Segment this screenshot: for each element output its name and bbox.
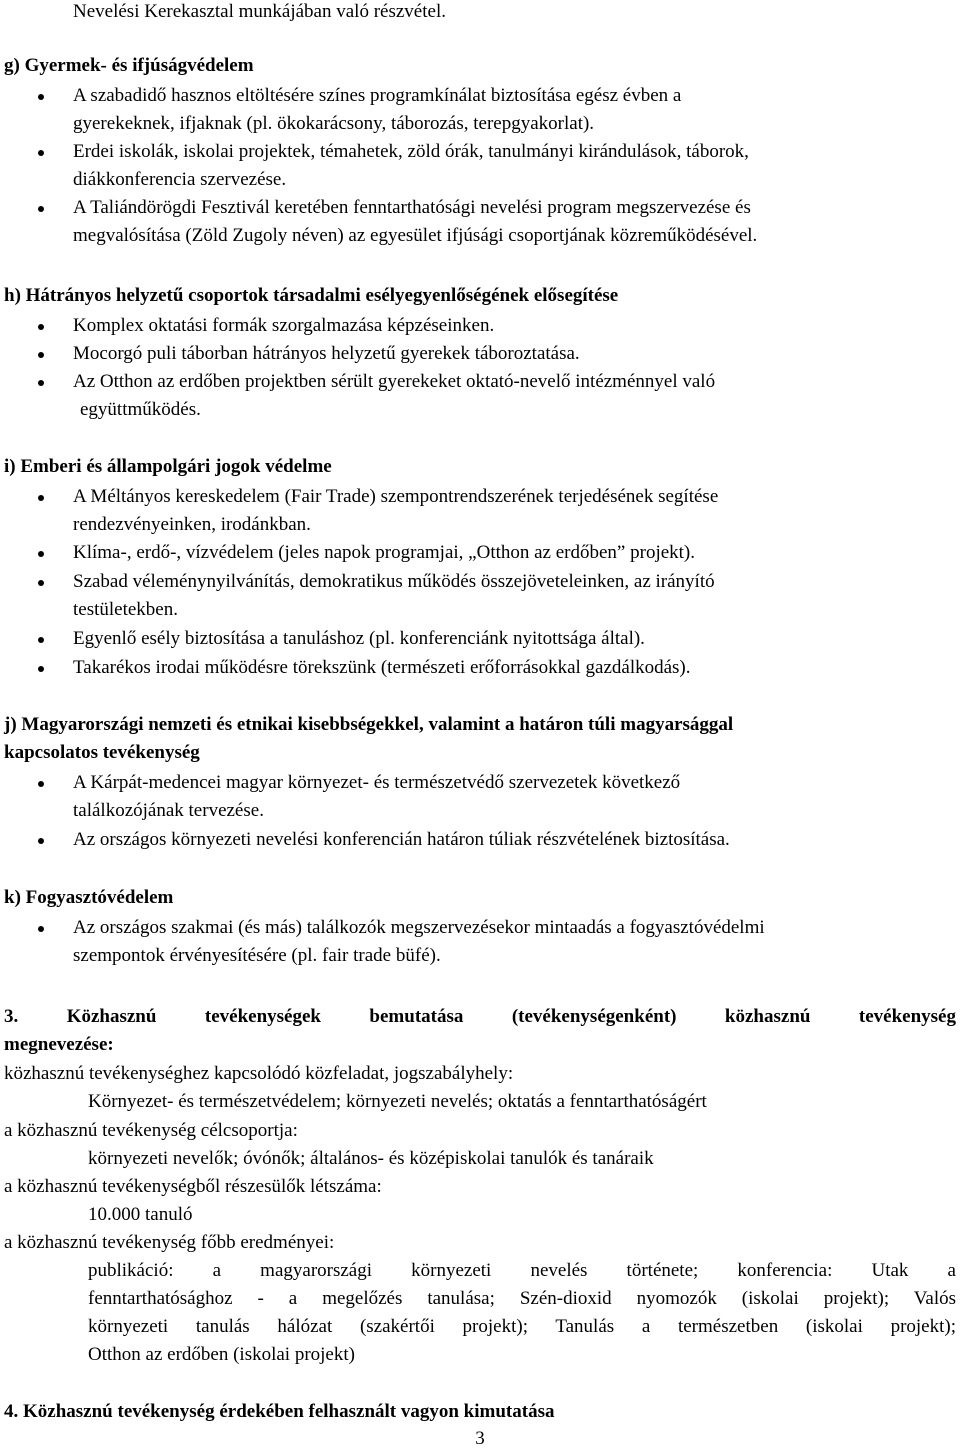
section-3-heading-continuation: megnevezése: bbox=[4, 1034, 114, 1055]
bullet-icon bbox=[38, 324, 44, 330]
list-item: Egyenlő esély biztosítása a tanuláshoz (pl. konferenciánk nyitottsága által). bbox=[73, 628, 645, 649]
list-item-continuation: gyerekeknek, ifjaknak (pl. ökokarácsony, táborozás, terepgyakorlat). bbox=[73, 113, 595, 134]
list-item: Szabad véleménynyilvánítás, demokratikus működés összejöveteleinken, az irányító bbox=[73, 571, 715, 592]
bullet-icon bbox=[38, 380, 44, 386]
bullet-icon bbox=[38, 637, 44, 643]
section-h-heading: h) Hátrányos helyzetű csoportok társadalmi esélyegyenlőségének elősegítése bbox=[4, 285, 619, 306]
list-item: Az országos környezeti nevelési konferencián határon túliak részvételének biztosítása. bbox=[73, 829, 730, 850]
list-item: A szabadidő hasznos eltöltésére színes programkínálat biztosítása egész évben a bbox=[73, 85, 682, 106]
result-line: környezeti tanulás hálózat (szakértői projekt); Tanulás a természetben (iskolai projekt); bbox=[88, 1316, 956, 1337]
result-line: publikáció: a magyarországi környezeti nevelés története; konferencia: Utak a bbox=[88, 1260, 956, 1281]
list-item: A Taliándörögdi Fesztivál keretében fenntarthatósági nevelési program megszervezése és bbox=[73, 197, 751, 218]
section-g-heading: g) Gyermek- és ifjúságvédelem bbox=[4, 55, 254, 76]
bullet-icon bbox=[38, 352, 44, 358]
section-j-heading: j) Magyarországi nemzeti és etnikai kisebbségekkel, valamint a határon túli magyarsággal bbox=[4, 714, 734, 735]
list-item-continuation: szempontok érvényesítésére (pl. fair trade büfé). bbox=[73, 945, 441, 966]
list-item: Az országos szakmai (és más) találkozók megszervezésekor mintaadás a fogyasztóvédelmi bbox=[73, 917, 765, 938]
section-i-heading: i) Emberi és állampolgári jogok védelme bbox=[4, 456, 332, 477]
section-4-heading: 4. Közhasznú tevékenység érdekében felhasznált vagyon kimutatása bbox=[4, 1401, 555, 1422]
bullet-icon bbox=[38, 206, 44, 212]
list-item: Klíma-, erdő-, vízvédelem (jeles napok programjai, „Otthon az erdőben” projekt). bbox=[73, 542, 696, 563]
section-k-heading: k) Fogyasztóvédelem bbox=[4, 887, 174, 908]
bullet-icon bbox=[38, 838, 44, 844]
carryover-line: Nevelési Kerekasztal munkájában való részvétel. bbox=[73, 1, 446, 22]
field-value: Környezet- és természetvédelem; környezeti nevelés; oktatás a fenntarthatóságért bbox=[88, 1091, 707, 1112]
field-label: a közhasznú tevékenység célcsoportja: bbox=[4, 1120, 298, 1141]
bullet-icon bbox=[38, 150, 44, 156]
bullet-icon bbox=[38, 551, 44, 557]
list-item: Az Otthon az erdőben projektben sérült gyerekeket oktató-nevelő intézménnyel való bbox=[73, 371, 716, 392]
result-line: fenntarthatósághoz - a megelőzés tanulása; Szén-dioxid nyomozók (iskolai projekt); Valós bbox=[88, 1288, 956, 1309]
field-label: a közhasznú tevékenység főbb eredményei: bbox=[4, 1232, 335, 1253]
result-line: Otthon az erdőben (iskolai projekt) bbox=[88, 1344, 355, 1365]
section-j-heading-continuation: kapcsolatos tevékenység bbox=[4, 742, 200, 763]
bullet-icon bbox=[38, 94, 44, 100]
bullet-icon bbox=[38, 495, 44, 501]
list-item: Erdei iskolák, iskolai projektek, témahetek, zöld órák, tanulmányi kirándulások, táborok, bbox=[73, 141, 749, 162]
list-item-continuation: diákkonferencia szervezése. bbox=[73, 169, 287, 190]
bullet-icon bbox=[38, 926, 44, 932]
list-item-continuation: megvalósítása (Zöld Zugoly néven) az egyesület ifjúsági csoportjának közreműködésével. bbox=[73, 225, 758, 246]
list-item-continuation: találkozójának tervezése. bbox=[73, 800, 264, 821]
list-item-continuation: együttműködés. bbox=[80, 399, 201, 420]
field-value: 10.000 tanuló bbox=[88, 1204, 193, 1225]
page-number: 3 bbox=[475, 1428, 485, 1449]
list-item-continuation: testületekben. bbox=[73, 599, 178, 620]
section-3-heading: 3. Közhasznú tevékenységek bemutatása (tevékenységenként) közhasznú tevékenység bbox=[4, 1006, 956, 1027]
field-value: környezeti nevelők; óvónők; általános- és középiskolai tanulók és tanáraik bbox=[88, 1148, 654, 1169]
field-label: a közhasznú tevékenységből részesülők létszáma: bbox=[4, 1176, 382, 1197]
bullet-icon bbox=[38, 781, 44, 787]
field-label: közhasznú tevékenységhez kapcsolódó közfeladat, jogszabályhely: bbox=[4, 1063, 514, 1084]
bullet-icon bbox=[38, 580, 44, 586]
list-item: Komplex oktatási formák szorgalmazása képzéseinken. bbox=[73, 315, 495, 336]
list-item: Mocorgó puli táborban hátrányos helyzetű gyerekek táboroztatása. bbox=[73, 343, 580, 364]
bullet-icon bbox=[38, 666, 44, 672]
list-item-continuation: rendezvényeinken, irodánkban. bbox=[73, 514, 311, 535]
list-item: A Méltányos kereskedelem (Fair Trade) szempontrendszerének terjedésének segítése bbox=[73, 486, 719, 507]
list-item: Takarékos irodai működésre törekszünk (természeti erőforrásokkal gazdálkodás). bbox=[73, 657, 691, 678]
list-item: A Kárpát-medencei magyar környezet- és természetvédő szervezetek következő bbox=[73, 772, 681, 793]
